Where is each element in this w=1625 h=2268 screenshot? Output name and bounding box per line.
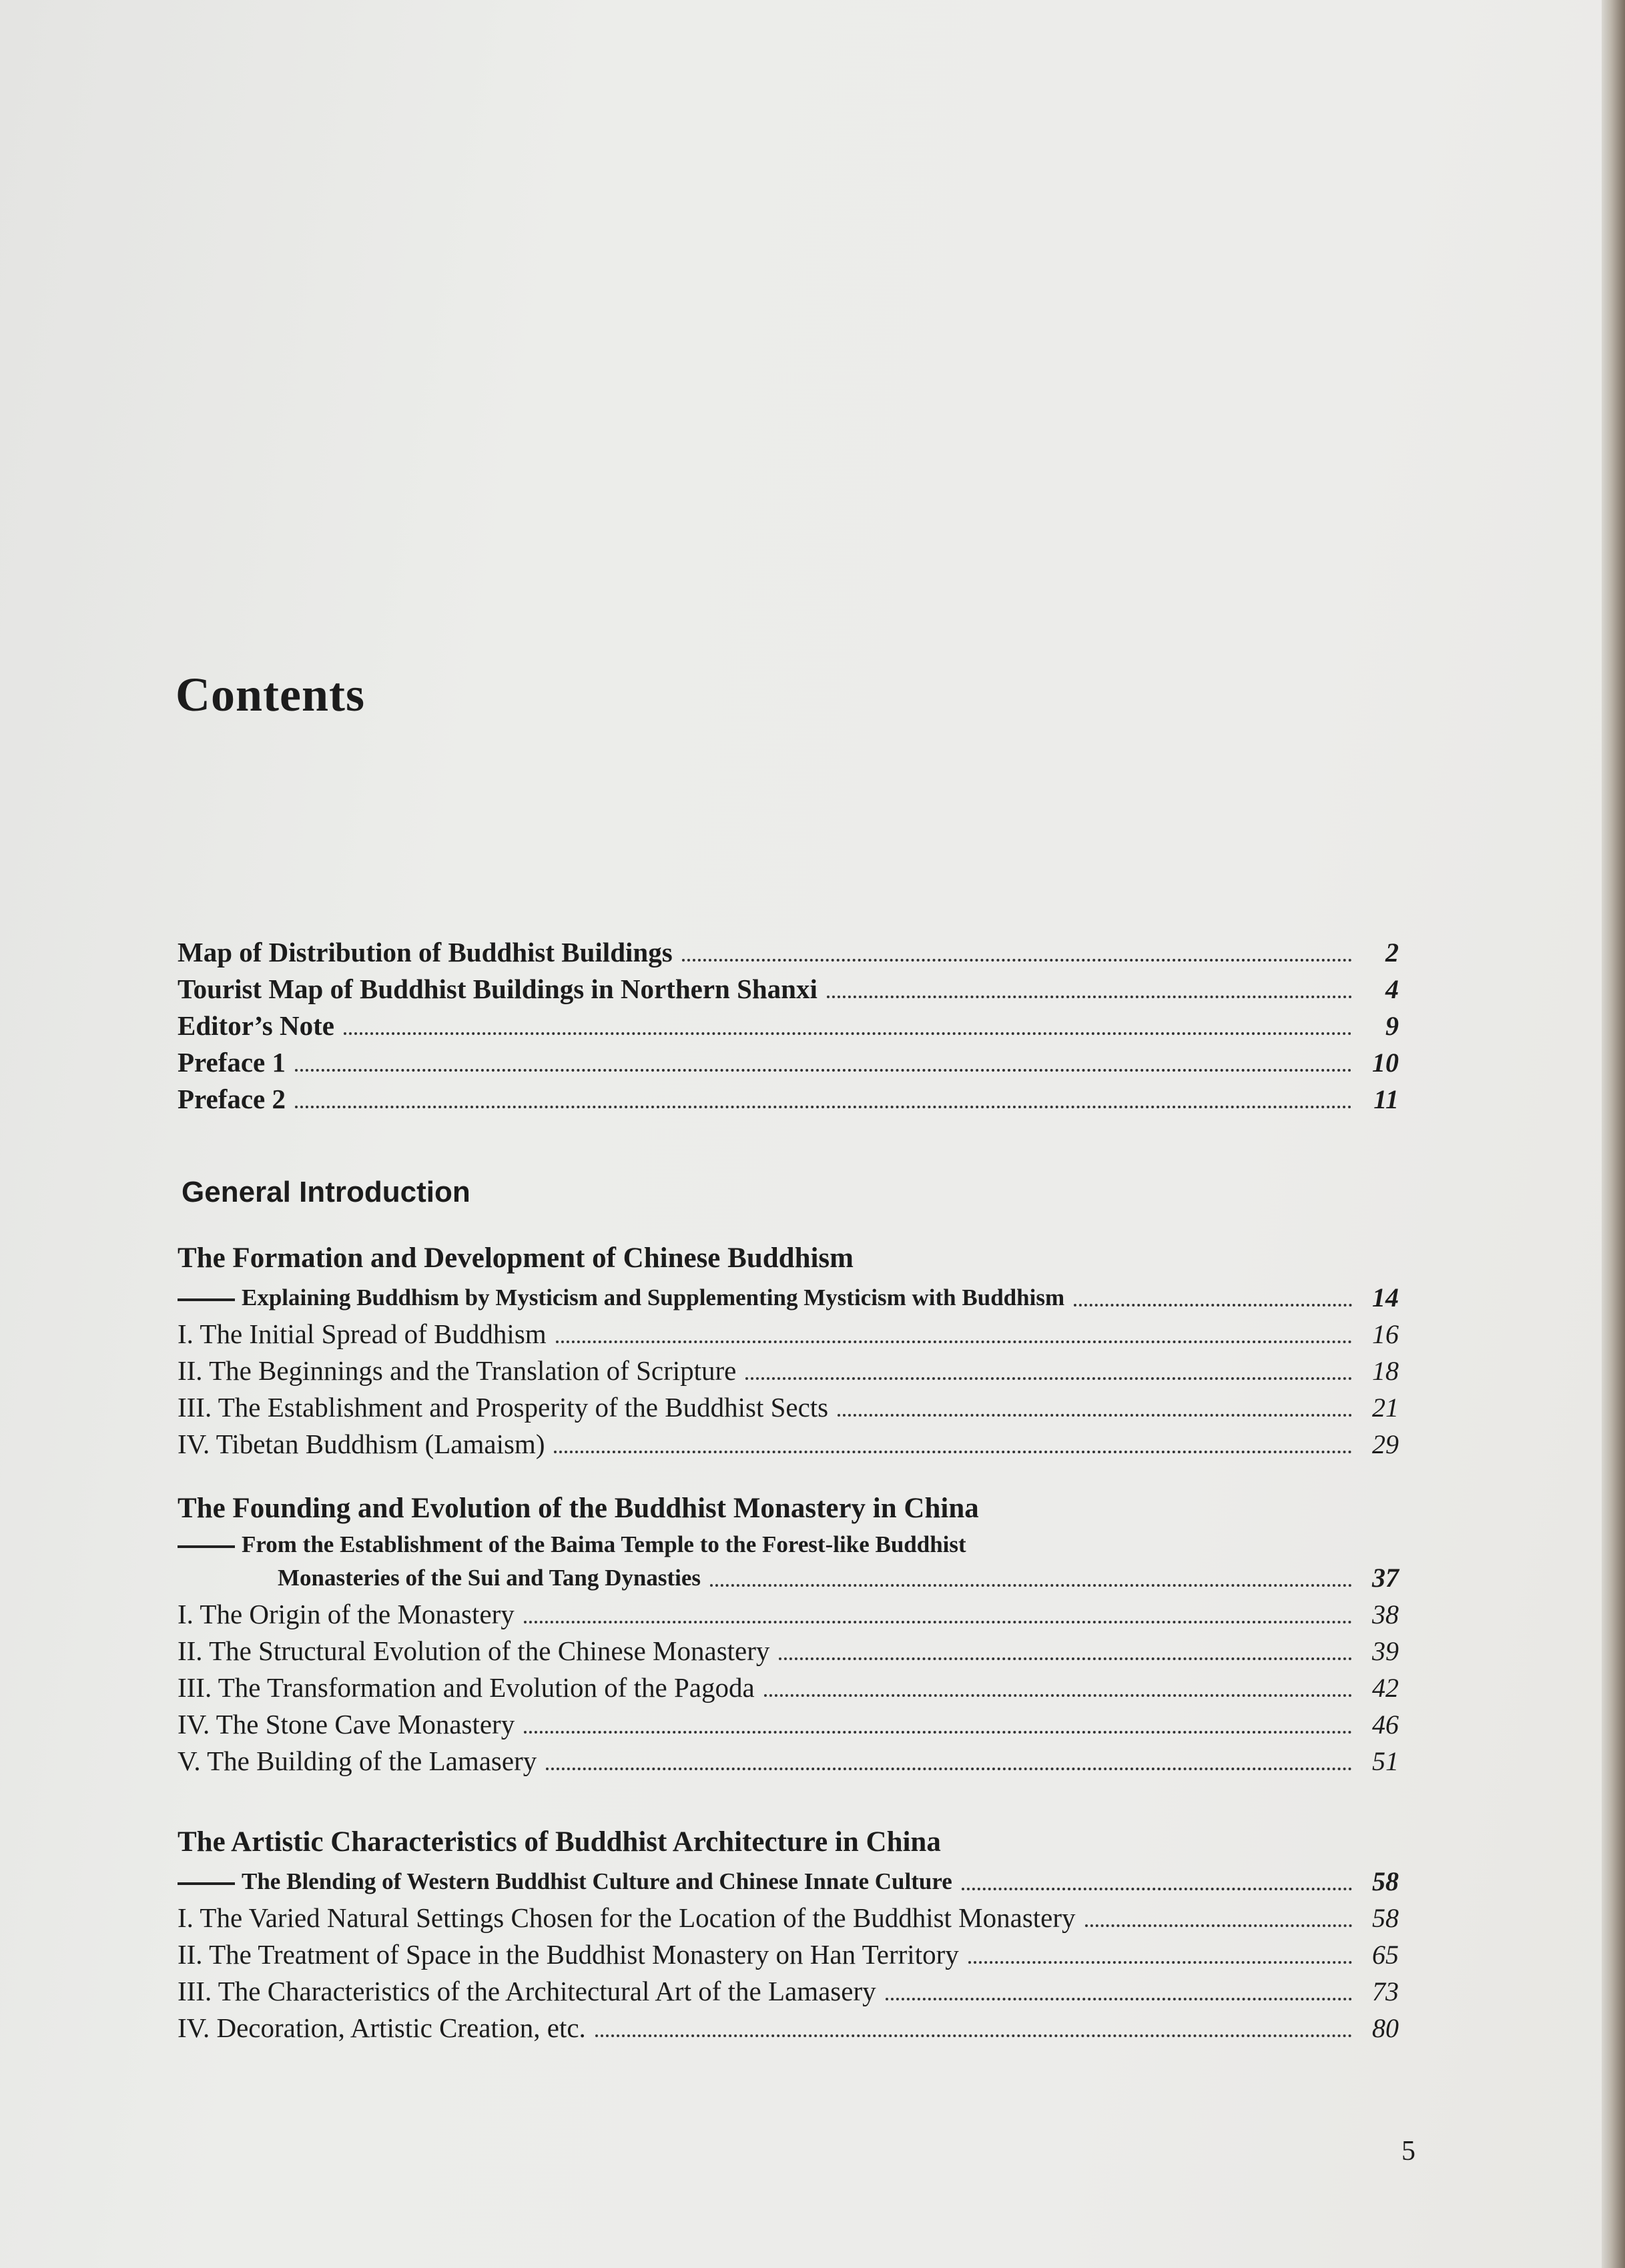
- leader-dots: [524, 1731, 1352, 1734]
- em-dash-rule: [178, 1882, 235, 1885]
- subtitle-text-continued: Monasteries of the Sui and Tang Dynasties: [278, 1565, 701, 1591]
- entry-page: 51: [1372, 1746, 1399, 1776]
- toc-entry: [178, 1936, 1399, 1973]
- entry-page: 10: [1372, 1048, 1399, 1078]
- entry-page: 14: [1372, 1282, 1399, 1312]
- entry-page: 21: [1372, 1393, 1399, 1423]
- entry-label: III. The Establishment and Prosperity of the Buddhist Sects: [178, 1392, 829, 1423]
- entry-page: 29: [1372, 1429, 1399, 1459]
- toc-entry: [178, 2010, 1399, 2046]
- entry-page: 80: [1372, 2013, 1399, 2043]
- page-number: 5: [1401, 2136, 1415, 2167]
- leader-dots: [546, 1768, 1352, 1770]
- entry-page: 18: [1372, 1356, 1399, 1386]
- leader-dots: [295, 1069, 1352, 1072]
- toc-entry: [178, 1669, 1399, 1706]
- chapter-block: [178, 1238, 1399, 1463]
- leader-dots: [1074, 1304, 1352, 1306]
- entry-label: Tourist Map of Buddhist Buildings in Northern Shanxi: [178, 974, 818, 1004]
- entry-page: 4: [1385, 974, 1399, 1004]
- entry-label: II. The Beginnings and the Translation of Scripture: [178, 1355, 737, 1386]
- entry-label: I. The Origin of the Monastery: [178, 1599, 515, 1629]
- toc-entry: [178, 1596, 1399, 1633]
- leader-dots: [1085, 1924, 1352, 1927]
- entry-label: IV. Decoration, Artistic Creation, etc.: [178, 2012, 586, 2043]
- toc-entry: [178, 934, 1399, 971]
- toc-entry: [178, 971, 1399, 1008]
- chapter-subtitle: [178, 1279, 1399, 1316]
- entry-page: 58: [1372, 1866, 1399, 1896]
- entry-page: 58: [1372, 1903, 1399, 1933]
- toc-entry: [178, 1973, 1399, 2010]
- toc-entry: [178, 1743, 1399, 1780]
- leader-dots: [745, 1377, 1352, 1380]
- entry-label: III. The Transformation and Evolution of the Pagoda: [178, 1672, 755, 1703]
- page-edge: [1602, 0, 1625, 2268]
- leader-dots: [827, 996, 1352, 998]
- entry-label: III. The Characteristics of the Architectural Art of the Lamasery: [178, 1976, 876, 2006]
- chapter-heading: The Founding and Evolution of the Buddhist Monastery in China: [178, 1493, 979, 1524]
- entry-page: 2: [1385, 937, 1399, 968]
- leader-dots: [968, 1961, 1352, 1964]
- leader-dots: [556, 1341, 1352, 1343]
- entry-page: 39: [1372, 1636, 1399, 1666]
- entry-label: I. The Initial Spread of Buddhism: [178, 1318, 547, 1349]
- chapter-heading: The Formation and Development of Chinese Buddhism: [178, 1242, 854, 1274]
- entry-label: IV. Tibetan Buddhism (Lamaism): [178, 1429, 545, 1459]
- leader-dots: [710, 1584, 1352, 1587]
- toc-entry: [178, 1900, 1399, 1936]
- leader-dots: [764, 1694, 1352, 1697]
- contents-title: Contents: [176, 668, 366, 721]
- entry-label: I. The Varied Natural Settings Chosen for the Location of the Buddhist Monastery: [178, 1902, 1076, 1933]
- section-title: General Introduction: [182, 1176, 470, 1208]
- chapter-block: [178, 1488, 1399, 1780]
- chapter-block: [178, 1822, 1399, 2046]
- toc-entry: [178, 1389, 1399, 1426]
- entry-label: II. The Treatment of Space in the Buddhist Monastery on Han Territory: [178, 1939, 959, 1970]
- leader-dots: [962, 1888, 1352, 1890]
- entry-page: 16: [1372, 1319, 1399, 1349]
- entry-page: 73: [1372, 1976, 1399, 2006]
- entry-label: Map of Distribution of Buddhist Buildings: [178, 937, 673, 968]
- front-matter-list: [178, 934, 1399, 1118]
- leader-dots: [344, 1032, 1352, 1035]
- leader-dots: [524, 1621, 1352, 1623]
- toc-entry: [178, 1353, 1399, 1389]
- entry-page: 65: [1372, 1940, 1399, 1970]
- entry-page: 11: [1373, 1084, 1399, 1114]
- subtitle-text: The Blending of Western Buddhist Culture and Chinese Innate Culture: [242, 1868, 952, 1894]
- entry-label: Preface 2: [178, 1084, 286, 1114]
- chapter-subtitle: [178, 1529, 1399, 1559]
- toc-entry: [178, 1044, 1399, 1081]
- subtitle-text: From the Establishment of the Baima Temple to the Forest-like Buddhist: [242, 1531, 966, 1557]
- toc-entry: [178, 1633, 1399, 1669]
- chapter-subtitle-continued: [178, 1559, 1399, 1596]
- entry-label: V. The Building of the Lamasery: [178, 1746, 537, 1776]
- entry-label: Preface 1: [178, 1047, 286, 1078]
- toc-entry: [178, 1426, 1399, 1463]
- entry-page: 46: [1372, 1710, 1399, 1740]
- toc-entry: [178, 1081, 1399, 1118]
- entry-label: IV. The Stone Cave Monastery: [178, 1709, 515, 1740]
- subtitle-text: Explaining Buddhism by Mysticism and Supplementing Mysticism with Buddhism: [242, 1284, 1065, 1310]
- entry-page: 37: [1372, 1563, 1399, 1593]
- toc-entry: [178, 1316, 1399, 1353]
- leader-dots: [886, 1998, 1352, 2000]
- toc-entry: [178, 1008, 1399, 1044]
- entry-label: II. The Structural Evolution of the Chinese Monastery: [178, 1635, 770, 1666]
- chapter-subtitle: [178, 1863, 1399, 1900]
- entry-page: 38: [1372, 1599, 1399, 1629]
- entry-page: 9: [1385, 1011, 1399, 1041]
- entry-page: 42: [1372, 1673, 1399, 1703]
- leader-dots: [295, 1106, 1352, 1108]
- leader-dots: [682, 959, 1352, 962]
- leader-dots: [838, 1414, 1352, 1417]
- em-dash-rule: [178, 1545, 235, 1548]
- entry-label: Editor’s Note: [178, 1010, 334, 1041]
- toc-entry: [178, 1706, 1399, 1743]
- em-dash-rule: [178, 1298, 235, 1301]
- leader-dots: [554, 1451, 1352, 1453]
- leader-dots: [779, 1657, 1352, 1660]
- chapter-heading: The Artistic Characteristics of Buddhist Architecture in China: [178, 1826, 941, 1858]
- leader-dots: [595, 2034, 1352, 2037]
